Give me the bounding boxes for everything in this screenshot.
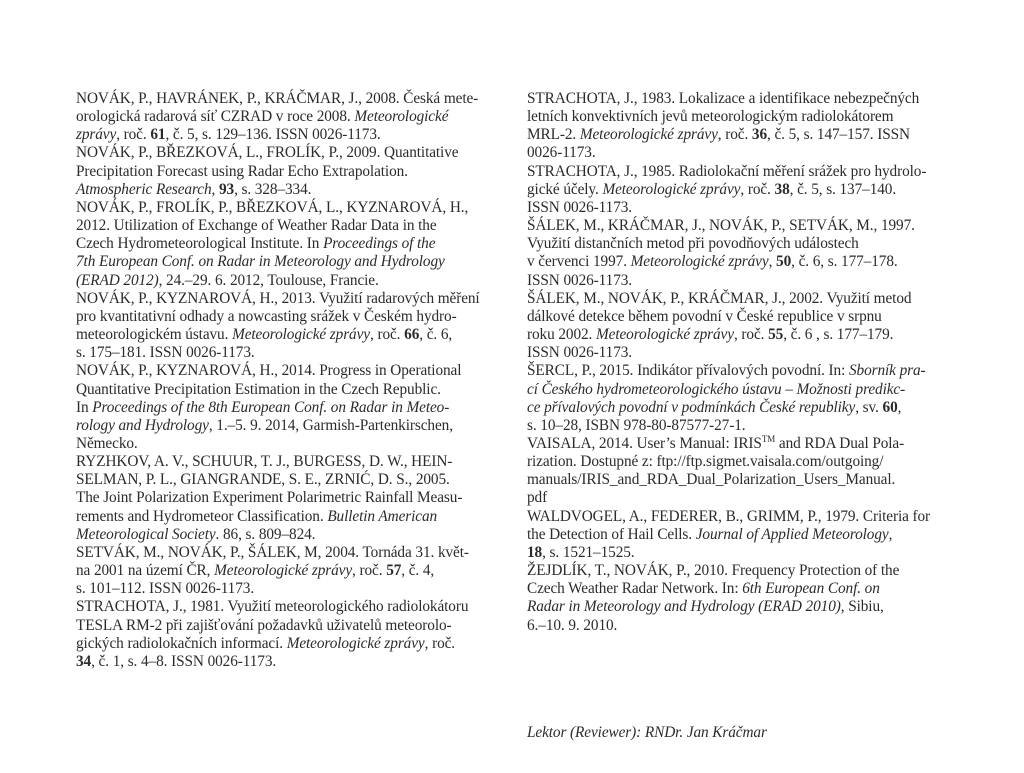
reference-entry-novak-2013 — [76, 290, 508, 363]
reference-text: , — [768, 253, 777, 271]
reference-line — [76, 217, 508, 235]
reference-text: . 86, s. 809–824. — [215, 525, 316, 543]
reference-text: , Sibiu, — [840, 598, 884, 616]
reference-text: ŠÁLEK, M., NOVÁK, P., KRÁČMAR, J., 2002. Využití metod — [527, 289, 912, 307]
reference-line — [527, 362, 965, 380]
reference-text: cí Českého hydrometeorologického ústavu – Možnosti predikc- — [527, 380, 906, 398]
references-left-column — [76, 90, 508, 671]
reference-line — [76, 507, 508, 526]
reference-line — [76, 598, 508, 616]
reference-text: ŽEJDLÍK, T., NOVÁK, P., 2010. Frequency Protection of the — [527, 562, 900, 580]
reference-text: s. 175–181. ISSN 0026-1173. — [76, 344, 255, 362]
reference-text: STRACHOTA, J., 1981. Využití meteorologického radiolokátoru — [76, 598, 469, 616]
reference-text: Czech Weather Radar Network. In: — [527, 580, 743, 598]
reference-text: , — [897, 398, 902, 416]
reference-line — [76, 162, 508, 181]
reference-line — [76, 307, 508, 326]
reference-text: Precipitation Forecast using Radar Echo Extrapolation. — [76, 162, 408, 180]
reference-line — [76, 362, 508, 380]
reference-text: ISSN 0026-1173. — [527, 271, 633, 289]
reference-text: Journal of Applied Meteorology — [695, 525, 889, 543]
reference-line — [527, 453, 965, 471]
reference-line — [527, 144, 965, 162]
reference-line — [76, 489, 508, 507]
reference-text: 38 — [774, 180, 790, 198]
reference-line — [76, 634, 508, 653]
reference-text: STRACHOTA, J., 1985. Radiolokační měření srážek pro hydrolo- — [527, 162, 927, 180]
reference-text: NOVÁK, P., BŘEZKOVÁ, L., FROLÍK, P., 2009. Quantitative — [76, 144, 459, 162]
reference-text: NOVÁK, P., KYZNAROVÁ, H., 2013. Využití radarových měření — [76, 289, 480, 307]
reference-line — [76, 253, 508, 271]
reference-line — [76, 453, 508, 471]
reference-text: na 2001 na území ČR, — [76, 562, 215, 580]
reference-text: 6.–10. 9. 2010. — [527, 616, 618, 634]
reference-text: manuals/IRIS_and_RDA_Dual_Polarization_Users_Manual. — [527, 471, 896, 489]
reference-text: Meteorologické zprávy — [579, 126, 718, 144]
reference-entry-salek-1997 — [527, 217, 965, 290]
reference-line — [527, 380, 965, 399]
reference-text: Meteorologické zprávy — [596, 326, 734, 344]
reference-text: , č. 6, — [419, 326, 453, 344]
reference-text: Proceedings of the 8th European Conf. on Radar in Meteo- — [92, 398, 450, 416]
reference-text: , roč. — [733, 326, 769, 344]
reference-text: 6th European Conf. on — [742, 580, 880, 598]
reference-text: gické účely. — [527, 180, 603, 198]
reference-text: ISSN 0026-1173. — [527, 344, 633, 362]
reference-text: TESLA RM-2 při zajišťování požadavků uživatelů meteorolo- — [76, 616, 452, 634]
reference-line — [527, 489, 965, 507]
reference-text: , roč. — [740, 180, 775, 198]
reference-line — [527, 307, 965, 326]
reference-text: In — [76, 398, 93, 416]
reference-text: v červenci 1997. — [527, 253, 631, 271]
reference-entry-strachota-1981 — [76, 598, 508, 671]
reference-text: rization. Dostupné z: ftp://ftp.sigmet.vaisala.com/outgoing/ — [527, 453, 884, 471]
reference-text: Bulletin American — [327, 507, 438, 525]
reference-text: , č. 5, s. 137–140. — [789, 180, 897, 198]
reference-line — [76, 126, 508, 144]
reference-line — [527, 326, 965, 344]
reference-text: The Joint Polarization Experiment Polarimetric Rainfall Measu- — [76, 489, 463, 507]
reference-line — [527, 616, 965, 635]
reference-line — [527, 471, 965, 489]
reference-line — [76, 416, 508, 435]
reference-text: 93 — [218, 180, 235, 198]
reference-text: 34 — [76, 652, 92, 670]
reference-text: 60 — [882, 398, 898, 416]
reference-text: , — [211, 180, 219, 198]
reference-text: NOVÁK, P., FROLÍK, P., BŘEZKOVÁ, L., KYZNAROVÁ, H., — [76, 198, 469, 216]
reference-entry-salek-2002 — [527, 290, 965, 363]
reference-line — [527, 180, 965, 199]
reference-line — [527, 598, 965, 616]
reference-text: 57 — [386, 562, 402, 580]
reference-line — [527, 580, 965, 598]
reference-entry-sercl-2015 — [527, 362, 965, 435]
reference-text: 18 — [527, 543, 543, 561]
reference-line — [76, 471, 508, 489]
reference-line — [527, 416, 965, 435]
reference-text: Atmospheric Research — [76, 180, 212, 198]
reference-text: zprávy — [76, 126, 117, 144]
reference-line — [76, 562, 508, 580]
reference-text: s. 10–28, ISBN 978-80-87577-27-1. — [527, 416, 746, 434]
reference-text: , roč. — [717, 126, 752, 144]
reference-text: dálkové detekce během povodní v České republice v srpnu — [527, 307, 882, 325]
reference-text: , roč. — [116, 126, 151, 144]
reference-line — [527, 198, 965, 217]
references-right-column — [527, 90, 965, 635]
reference-text: STRACHOTA, J., 1983. Lokalizace a identifikace nebezpečných — [527, 90, 920, 107]
reference-entry-strachota-1985 — [527, 163, 965, 217]
reference-text: 2012. Utilization of Exchange of Weather Radar Data in the — [76, 217, 437, 235]
reference-text: 55 — [768, 326, 784, 344]
reference-text: SETVÁK, M., NOVÁK, P., ŠÁLEK, M, 2004. Tornáda 31. květ- — [76, 543, 469, 561]
reference-text: Meteorologické zprávy — [602, 180, 741, 198]
reference-line — [527, 217, 965, 235]
reference-text: rements and Hydrometeor Classification. — [76, 507, 328, 525]
reference-line — [527, 289, 965, 308]
reference-text: , s. 328–334. — [234, 180, 312, 198]
reference-text: ce přívalových povodní v podmínkách České republiky — [527, 398, 856, 416]
reference-text: , roč. — [424, 634, 456, 652]
reference-text: 0026-1173. — [527, 144, 596, 162]
reference-text: , 1.–5. 9. 2014, Garmish-Partenkirschen, — [208, 416, 453, 434]
reference-text: Německo. — [76, 434, 138, 452]
reference-line — [527, 562, 965, 580]
reference-text: ŠÁLEK, M., KRÁČMAR, J., NOVÁK, P., SETVÁK, M., 1997. — [527, 217, 915, 235]
reference-text: meteorologickém ústavu. — [76, 326, 233, 344]
reference-line — [76, 543, 508, 562]
reference-entry-strachota-1983 — [527, 90, 965, 163]
reference-entry-setvak-2004 — [76, 544, 508, 598]
reference-text: Czech Hydrometeorological Institute. In — [76, 235, 324, 253]
reference-text: RYZHKOV, A. V., SCHUUR, T. J., BURGESS, D. W., HEIN- — [76, 453, 453, 471]
reference-text: , č. 4, — [401, 562, 435, 580]
reference-text: 50 — [776, 253, 792, 271]
reference-text: Meteorologické zprávy — [286, 634, 425, 652]
reference-text: TM — [761, 433, 776, 444]
reference-text: s. 101–112. ISSN 0026-1173. — [76, 580, 255, 598]
reference-text: 7th European Conf. on Radar in Meteorology and Hydrology — [76, 253, 445, 271]
reference-line — [527, 507, 965, 526]
reference-line — [527, 271, 965, 290]
reference-line — [76, 344, 508, 362]
reference-text: letních konvektivních jevů meteorologickým radiolokátorem — [527, 108, 894, 126]
reference-text: VAISALA, 2014. User’s Manual: IRIS — [527, 434, 762, 452]
reference-text: 66 — [404, 326, 420, 344]
reference-line — [527, 253, 965, 271]
reference-text: Sborník pra- — [848, 362, 926, 380]
reference-text: Meteorological Society — [76, 525, 216, 543]
reference-entry-novak-2009 — [76, 144, 508, 198]
reference-text: , 24.–29. 6. 2012, Toulouse, Francie. — [158, 271, 379, 289]
reference-text: , č. 1, s. 4–8. ISSN 0026-1173. — [91, 652, 277, 670]
reference-entry-ryzhkov-2005 — [76, 453, 508, 544]
reference-text: Meteorologické — [354, 108, 449, 126]
reference-text: MRL-2. — [527, 126, 580, 144]
reference-text: , č. 6, s. 177–178. — [791, 253, 898, 271]
reference-line — [76, 90, 508, 108]
reference-text: Proceedings of the — [323, 235, 436, 253]
reference-text: 61 — [150, 126, 166, 144]
reference-text: , — [888, 525, 893, 543]
reference-text: orologická radarová síť CZRAD v roce 2008. — [76, 108, 355, 126]
reference-text: Využití distančních metod při povodňových událostech — [527, 235, 859, 253]
reference-line — [527, 235, 965, 253]
reference-text: ISSN 0026-1173. — [527, 198, 633, 216]
reference-entry-novak-2008 — [76, 90, 508, 144]
reference-text: ŠERCL, P., 2015. Indikátor přívalových povodní. In: — [527, 362, 849, 380]
reference-line — [527, 344, 965, 362]
reference-text: rology and Hydrology — [76, 416, 209, 434]
reference-text: gických radiolokačních informací. — [76, 634, 287, 652]
reference-line — [76, 616, 508, 635]
reference-text: , sv. — [855, 398, 883, 416]
reference-entry-waldvogel-1979 — [527, 508, 965, 562]
reference-line — [76, 326, 508, 344]
reference-text: NOVÁK, P., HAVRÁNEK, P., KRÁČMAR, J., 2008. Česká mete- — [76, 90, 479, 107]
reference-line — [76, 525, 508, 544]
reference-line — [76, 180, 508, 199]
reference-line — [527, 90, 965, 108]
reference-entry-novak-2012 — [76, 199, 508, 290]
reference-text: and RDA Dual Pola- — [775, 434, 905, 452]
reference-text: , č. 6 , s. 177–179. — [783, 326, 894, 344]
reference-line — [76, 434, 508, 453]
reference-text: SELMAN, P. L., GIANGRANDE, S. E., ZRNIĆ, D. S., 2005. — [76, 471, 450, 489]
reference-line — [527, 126, 965, 144]
reference-entry-zejdlik-2010 — [527, 562, 965, 635]
reference-text: NOVÁK, P., KYZNAROVÁ, H., 2014. Progress in Operational — [76, 362, 462, 380]
reference-entry-novak-2014 — [76, 362, 508, 453]
reference-text: pdf — [527, 489, 548, 507]
reference-line — [76, 580, 508, 598]
reference-line — [76, 108, 508, 126]
reference-text: Meteorologické zprávy — [232, 326, 370, 344]
reference-text: Radar in Meteorology and Hydrology (ERAD 2010) — [527, 598, 841, 616]
reference-text: , s. 1521–1525. — [542, 543, 635, 561]
reference-text: , č. 5, s. 147–157. ISSN — [767, 126, 910, 144]
reference-entry-vaisala-2014 — [527, 435, 965, 508]
reference-text: Quantitative Precipitation Estimation in the Czech Republic. — [76, 380, 441, 398]
reference-line — [76, 198, 508, 217]
reference-text: , roč. — [370, 326, 405, 344]
reference-text: (ERAD 2012) — [76, 271, 159, 289]
reference-line — [76, 144, 508, 162]
reference-line — [527, 162, 965, 181]
reference-text: roku 2002. — [527, 326, 597, 344]
reference-text: Meteorologické zprávy — [630, 253, 769, 271]
reviewer-credit: Lektor (Reviewer): RNDr. Jan Kráčmar — [527, 724, 767, 741]
reference-line — [527, 543, 965, 562]
reference-line — [76, 271, 508, 290]
reference-line — [76, 380, 508, 399]
reference-line — [527, 398, 965, 417]
reference-text: pro kvantitativní odhady a nowcasting srážek v Českém hydro- — [76, 307, 457, 325]
reference-text: the Detection of Hail Cells. — [527, 525, 696, 543]
reference-line — [76, 652, 508, 671]
reference-text: Meteorologické zprávy — [214, 562, 353, 580]
reference-line — [527, 433, 965, 453]
reference-line — [76, 398, 508, 417]
reference-text: 36 — [751, 126, 768, 144]
reference-line — [527, 525, 965, 544]
reference-line — [527, 108, 965, 126]
reference-line — [76, 289, 508, 308]
reference-text: WALDVOGEL, A., FEDERER, B., GRIMM, P., 1979. Criteria for — [527, 507, 931, 525]
reference-text: , roč. — [352, 562, 387, 580]
reference-text: , č. 5, s. 129–136. ISSN 0026-1173. — [165, 126, 381, 144]
reference-line — [76, 235, 508, 253]
